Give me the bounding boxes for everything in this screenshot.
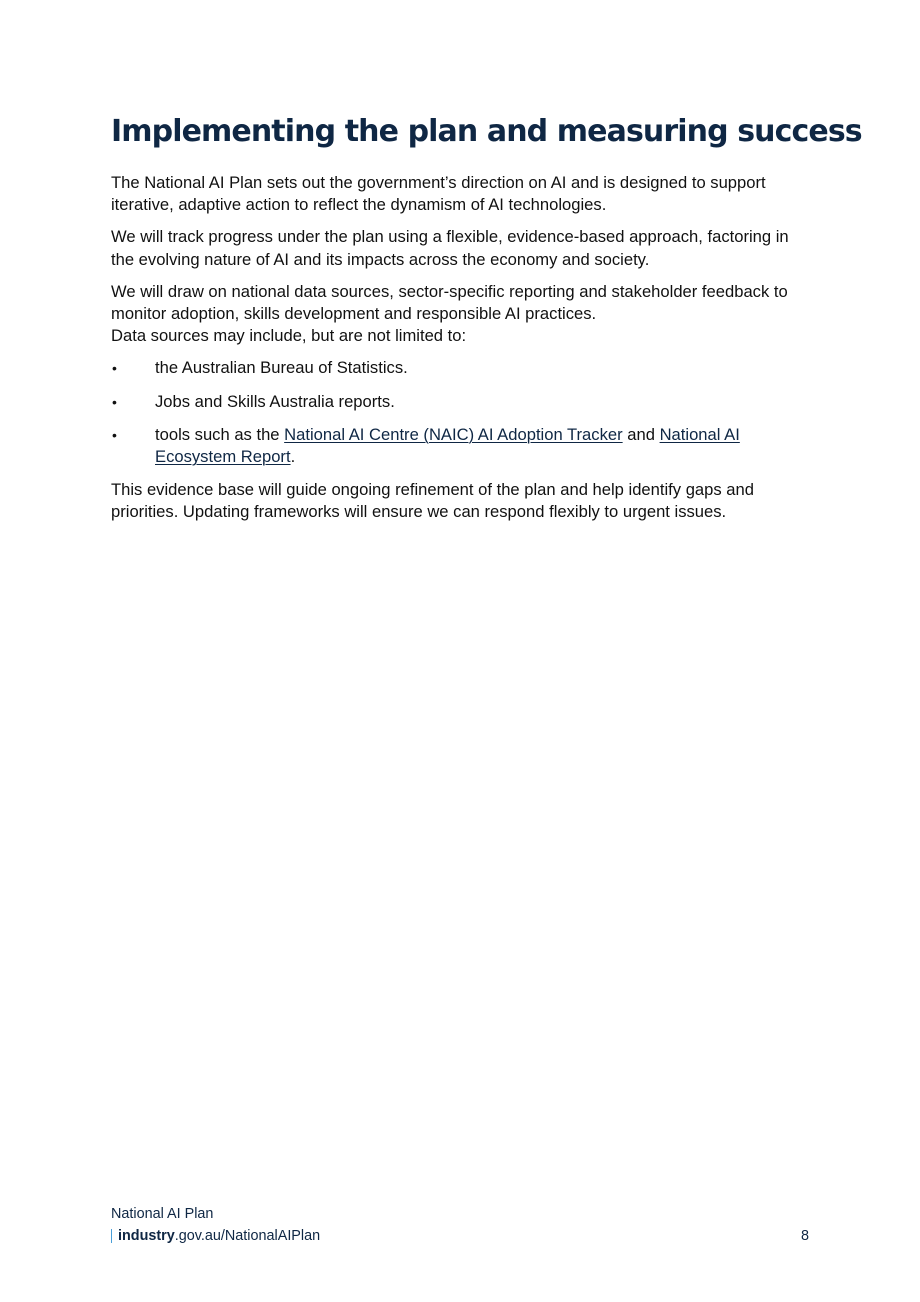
list-item-text-middle: and — [622, 424, 660, 444]
page-number: 8 — [800, 1228, 809, 1244]
paragraph-evidence-base: This evidence base will guide ongoing refinement of the plan and help identify gaps and priorities. Updating frameworks will ensure we can respond flexibly to urgent issues. — [111, 480, 754, 522]
footer-accent-bar — [111, 1229, 112, 1243]
list-item-text-suffix: . — [290, 447, 296, 467]
paragraph-data-sources-text: We will draw on national data sources, sector-specific reporting and stakeholder feedback to monitor adoption, skills development and responsible AI practices. — [111, 281, 788, 324]
paragraph-data-sources-lead-in: Data sources may include, but are not limited to: — [111, 326, 467, 346]
footer-url-domain: industry — [118, 1228, 175, 1244]
footer-doc-title: National AI Plan — [111, 1206, 214, 1222]
ecosystem-report-link[interactable]: National AI Ecosystem Report — [155, 424, 740, 467]
bullet-icon: • — [112, 426, 117, 443]
list-item — [111, 357, 811, 379]
bullet-icon: • — [112, 393, 117, 410]
footer-url[interactable] — [111, 1225, 811, 1247]
bullet-icon: • — [112, 360, 117, 377]
page-title: Implementing the plan and measuring success — [111, 114, 862, 149]
paragraph-data-sources — [111, 281, 811, 348]
list-item-text-prefix: tools such as the — [155, 424, 285, 444]
footer-url-path: .gov.au/NationalAIPlan — [174, 1228, 321, 1244]
paragraph-tracking: We will track progress under the plan using a flexible, evidence-based approach, factoring in the evolving nature of AI and its impacts across the economy and society. — [111, 227, 789, 269]
naic-adoption-tracker-link[interactable]: National AI Centre (NAIC) AI Adoption Tracker — [284, 424, 623, 444]
list-item — [111, 391, 811, 413]
page-footer — [111, 1203, 811, 1247]
paragraph-intro: The National AI Plan sets out the government’s direction on AI and is designed to support iterative, adaptive action to reflect the dynamism of AI technologies. — [111, 173, 766, 215]
body-content — [111, 172, 811, 534]
data-sources-list — [111, 357, 811, 468]
list-item-text: Jobs and Skills Australia reports. — [155, 391, 395, 411]
list-item-text: the Australian Bureau of Statistics. — [155, 358, 408, 378]
list-item — [111, 424, 811, 468]
